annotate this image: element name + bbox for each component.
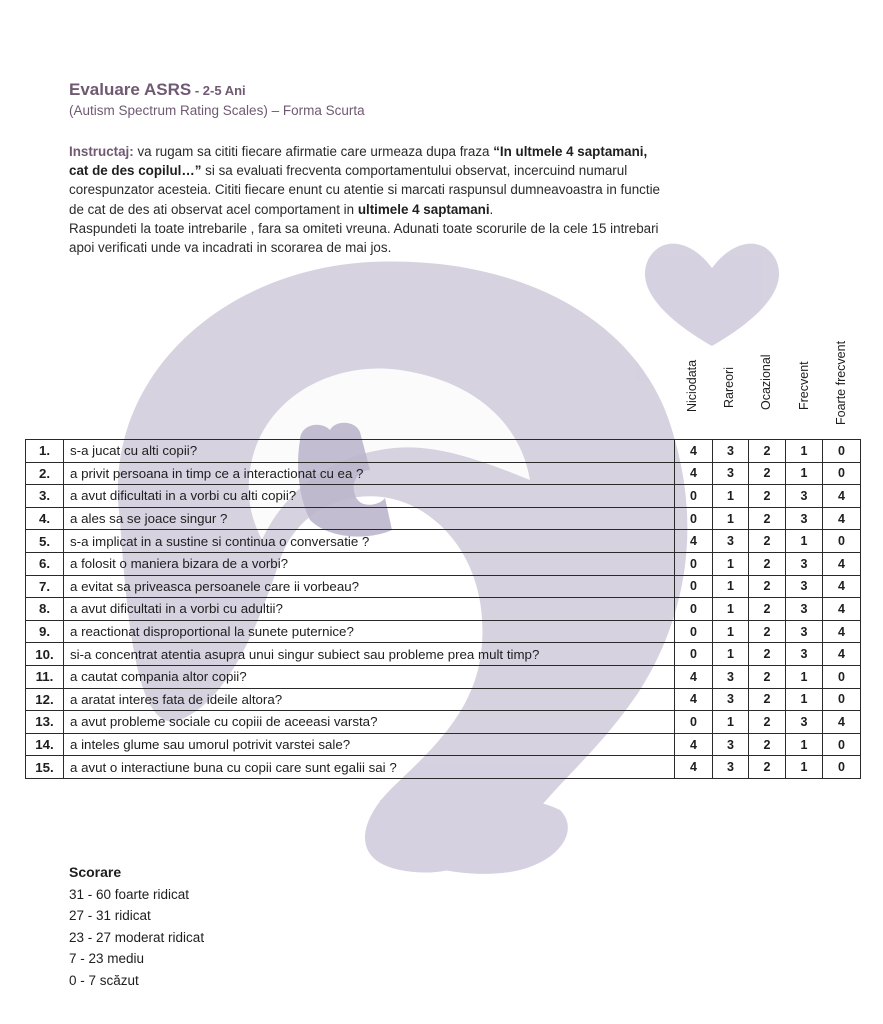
question-text: a avut dificultati in a vorbi cu adultii? <box>64 598 675 621</box>
score-option[interactable]: 1 <box>786 756 823 779</box>
question-number: 4. <box>26 507 64 530</box>
scoring-level: 31 - 60 foarte ridicat <box>69 886 190 902</box>
page-title <box>69 80 246 100</box>
score-option[interactable]: 4 <box>823 507 861 530</box>
question-text: a avut dificultati in a vorbi cu alti copii? <box>64 485 675 508</box>
table-row <box>26 711 861 734</box>
question-number: 1. <box>26 440 64 463</box>
score-option[interactable]: 3 <box>713 530 749 553</box>
score-option[interactable]: 0 <box>823 530 861 553</box>
question-number: 12. <box>26 688 64 711</box>
scoring-level: 7 - 23 mediu <box>69 951 145 966</box>
score-option[interactable]: 2 <box>749 552 786 575</box>
score-option[interactable]: 0 <box>675 598 713 621</box>
question-number: 6. <box>26 552 64 575</box>
instructions-phrase: “In ultmele 4 saptamani, cat de des copilul…” <box>69 144 648 179</box>
question-text: a reactionat disproportional la sunete puternice? <box>64 620 675 643</box>
table-row <box>26 552 861 575</box>
score-option[interactable]: 1 <box>786 688 823 711</box>
score-option[interactable]: 2 <box>749 711 786 734</box>
question-text: a privit persoana in timp ce a interactionat cu ea ? <box>64 462 675 485</box>
table-row <box>26 665 861 688</box>
scoring-heading: Scorare <box>69 864 122 880</box>
score-option[interactable]: 1 <box>786 665 823 688</box>
question-text: a inteles glume sau umorul potrivit varstei sale? <box>64 733 675 756</box>
score-option[interactable]: 0 <box>675 575 713 598</box>
score-option[interactable]: 2 <box>749 598 786 621</box>
score-option[interactable]: 3 <box>713 688 749 711</box>
score-option[interactable]: 2 <box>749 643 786 666</box>
instructions-part1: va rugam sa cititi fiecare afirmatie care urmeaza dupa fraza <box>133 144 494 159</box>
score-option[interactable]: 0 <box>823 733 861 756</box>
score-option[interactable]: 4 <box>823 620 861 643</box>
questions-table-body <box>26 440 861 779</box>
score-option[interactable]: 0 <box>823 462 861 485</box>
score-option[interactable]: 0 <box>675 620 713 643</box>
score-option[interactable]: 2 <box>749 485 786 508</box>
question-number: 10. <box>26 643 64 666</box>
score-option[interactable]: 1 <box>713 575 749 598</box>
score-option[interactable]: 0 <box>675 507 713 530</box>
column-header-niciodata: Niciodata <box>685 359 699 412</box>
table-row <box>26 733 861 756</box>
score-option[interactable]: 1 <box>786 440 823 463</box>
question-text: si-a concentrat atentia asupra unui singur subiect sau probleme prea mult timp? <box>64 643 675 666</box>
instructions-label: Instructaj: <box>69 144 134 159</box>
title-separator: - <box>191 83 203 98</box>
subtitle-paren: (Autism Spectrum Rating Scales) <box>69 103 268 118</box>
score-option[interactable]: 1 <box>713 643 749 666</box>
score-option[interactable]: 0 <box>675 643 713 666</box>
score-option[interactable]: 3 <box>786 620 823 643</box>
question-text: a aratat interes fata de ideile altora? <box>64 688 675 711</box>
score-option[interactable]: 3 <box>786 485 823 508</box>
question-text: s-a implicat in a sustine si continua o conversatie ? <box>64 530 675 553</box>
score-option[interactable]: 3 <box>786 552 823 575</box>
title-age: 2-5 Ani <box>202 83 246 98</box>
subtitle-rest: – Forma Scurta <box>267 103 365 118</box>
score-option[interactable]: 4 <box>675 733 713 756</box>
table-row <box>26 575 861 598</box>
page-subtitle <box>69 103 365 118</box>
question-text: s-a jucat cu alti copii? <box>64 440 675 463</box>
score-option[interactable]: 3 <box>713 462 749 485</box>
score-option[interactable]: 3 <box>713 440 749 463</box>
table-row <box>26 688 861 711</box>
score-option[interactable]: 2 <box>749 575 786 598</box>
question-text: a avut probleme sociale cu copiii de aceeasi varsta? <box>64 711 675 734</box>
table-row <box>26 530 861 553</box>
score-option[interactable]: 1 <box>786 733 823 756</box>
score-option[interactable]: 3 <box>713 665 749 688</box>
score-option[interactable]: 3 <box>786 598 823 621</box>
score-option[interactable]: 0 <box>675 485 713 508</box>
score-option[interactable]: 4 <box>823 485 861 508</box>
score-option[interactable]: 2 <box>749 733 786 756</box>
question-number: 3. <box>26 485 64 508</box>
question-text: a folosit o maniera bizara de a vorbi? <box>64 552 675 575</box>
score-option[interactable]: 4 <box>823 643 861 666</box>
score-option[interactable]: 3 <box>786 643 823 666</box>
score-option[interactable]: 0 <box>823 665 861 688</box>
column-header-ocazional: Ocazional <box>759 354 773 410</box>
score-option[interactable]: 4 <box>675 530 713 553</box>
questions-table <box>25 439 861 779</box>
score-option[interactable]: 4 <box>823 711 861 734</box>
score-option[interactable]: 3 <box>713 756 749 779</box>
score-option[interactable]: 3 <box>786 711 823 734</box>
table-row <box>26 507 861 530</box>
instructions-part3: Raspundeti la toate intrebarile , fara sa omiteti vreuna. Adunati toate scorurile de la cele 15 intrebari apoi verificati unde va incadrati in scorarea de mai jos. <box>69 220 659 256</box>
question-text: a evitat sa priveasca persoanele care ii vorbeau? <box>64 575 675 598</box>
score-option[interactable]: 1 <box>713 598 749 621</box>
score-option[interactable]: 2 <box>749 688 786 711</box>
question-text: a cautat compania altor copii? <box>64 665 675 688</box>
score-option[interactable]: 0 <box>823 440 861 463</box>
table-row <box>26 598 861 621</box>
score-option[interactable]: 3 <box>713 733 749 756</box>
question-number: 15. <box>26 756 64 779</box>
score-option[interactable]: 0 <box>675 711 713 734</box>
score-option[interactable]: 0 <box>675 552 713 575</box>
score-option[interactable]: 1 <box>713 620 749 643</box>
instructions-part2: si sa evaluati frecventa comportamentului observat, incercuind numarul corespunzator acesteia. Cititi fiecare enunt cu atentie si marcati raspunsul dumneavoastra in functie de cat de des ati observat acel comportament in <box>69 163 660 217</box>
instructions <box>69 142 669 257</box>
table-row <box>26 620 861 643</box>
score-option[interactable]: 4 <box>823 552 861 575</box>
scoring-level: 27 - 31 ridicat <box>69 908 151 923</box>
column-header-frecvent: Frecvent <box>797 361 811 410</box>
score-option[interactable]: 1 <box>713 552 749 575</box>
column-header-rareori: Rareori <box>722 367 736 408</box>
table-row <box>26 485 861 508</box>
question-number: 5. <box>26 530 64 553</box>
title-main: Evaluare ASRS <box>69 80 192 99</box>
instructions-period: . <box>489 201 494 217</box>
table-row <box>26 440 861 463</box>
table-row <box>26 462 861 485</box>
heart-icon <box>645 244 779 346</box>
table-row <box>26 756 861 779</box>
score-option[interactable]: 1 <box>786 530 823 553</box>
score-option[interactable]: 2 <box>749 507 786 530</box>
question-text: a avut o interactiune buna cu copii care sunt egalii sai ? <box>64 756 675 779</box>
score-option[interactable]: 2 <box>749 756 786 779</box>
question-number: 9. <box>26 620 64 643</box>
scoring-level: 0 - 7 scăzut <box>69 972 139 988</box>
score-option[interactable]: 4 <box>675 756 713 779</box>
score-option[interactable]: 1 <box>713 711 749 734</box>
score-option[interactable]: 0 <box>823 688 861 711</box>
score-option[interactable]: 1 <box>713 485 749 508</box>
scoring-level: 23 - 27 moderat ridicat <box>69 929 205 945</box>
question-number: 7. <box>26 575 64 598</box>
instructions-bold-end: ultimele 4 saptamani <box>357 201 490 217</box>
score-option[interactable]: 4 <box>823 598 861 621</box>
score-option[interactable]: 1 <box>713 507 749 530</box>
scoring-section <box>69 862 204 991</box>
question-number: 14. <box>26 733 64 756</box>
score-option[interactable]: 2 <box>749 530 786 553</box>
question-number: 8. <box>26 598 64 621</box>
score-option[interactable]: 4 <box>675 688 713 711</box>
score-option[interactable]: 2 <box>749 462 786 485</box>
question-number: 2. <box>26 462 64 485</box>
score-option[interactable]: 4 <box>675 462 713 485</box>
question-number: 11. <box>26 665 64 688</box>
score-option[interactable]: 2 <box>749 665 786 688</box>
score-option[interactable]: 1 <box>786 462 823 485</box>
score-option[interactable]: 4 <box>675 440 713 463</box>
column-header-foarte-frecvent: Foarte frecvent <box>834 340 848 425</box>
score-option[interactable]: 2 <box>749 620 786 643</box>
score-option[interactable]: 2 <box>749 440 786 463</box>
score-option[interactable]: 3 <box>786 507 823 530</box>
score-option[interactable]: 4 <box>675 665 713 688</box>
question-number: 13. <box>26 711 64 734</box>
score-option[interactable]: 0 <box>823 756 861 779</box>
question-text: a ales sa se joace singur ? <box>64 507 675 530</box>
score-option[interactable]: 4 <box>823 575 861 598</box>
score-option[interactable]: 3 <box>786 575 823 598</box>
table-row <box>26 643 861 666</box>
